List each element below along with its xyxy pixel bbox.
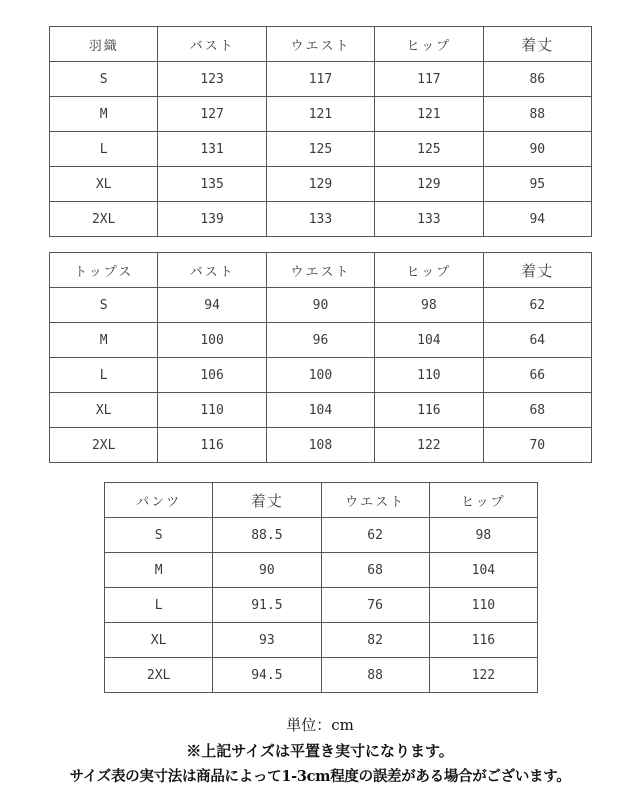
table-row	[105, 658, 538, 693]
measurement-cell: 93	[213, 623, 321, 658]
measurement-cell: 110	[158, 393, 266, 428]
measurement-cell: 125	[375, 132, 483, 167]
table-row	[105, 518, 538, 553]
table-row	[50, 358, 592, 393]
measurement-cell: 117	[266, 62, 374, 97]
measurement-cell: 76	[321, 588, 429, 623]
measurement-cell: 62	[483, 288, 591, 323]
table-row	[50, 288, 592, 323]
size-label-cell: M	[50, 97, 158, 132]
table-header-row	[50, 27, 592, 62]
measurement-cell: 100	[266, 358, 374, 393]
measurement-cell: 62	[321, 518, 429, 553]
measurement-cell: 122	[429, 658, 537, 693]
measurement-cell: 90	[266, 288, 374, 323]
measurement-cell: 122	[375, 428, 483, 463]
table-row	[105, 623, 538, 658]
measurement-cell: 68	[321, 553, 429, 588]
measurement-cell: 104	[375, 323, 483, 358]
table-row	[50, 428, 592, 463]
table-row	[105, 553, 538, 588]
measurement-cell: 94	[483, 202, 591, 237]
measurement-cell: 133	[266, 202, 374, 237]
size-label-cell: XL	[50, 393, 158, 428]
pants-size-table	[104, 482, 538, 693]
measurement-cell: 94	[158, 288, 266, 323]
measurement-cell: 110	[429, 588, 537, 623]
size-label-cell: L	[105, 588, 213, 623]
size-label-cell: 2XL	[105, 658, 213, 693]
unit-note: 単位：cm	[286, 716, 354, 734]
size-label-cell: S	[50, 288, 158, 323]
measurement-cell: 129	[375, 167, 483, 202]
size-label-cell: M	[50, 323, 158, 358]
header-cell: ヒップ	[375, 253, 483, 288]
table-row	[50, 202, 592, 237]
measurement-cell: 64	[483, 323, 591, 358]
measurement-cell: 98	[429, 518, 537, 553]
measurement-cell: 104	[429, 553, 537, 588]
measurement-cell: 98	[375, 288, 483, 323]
measurement-cell: 127	[158, 97, 266, 132]
header-cell: ウエスト	[266, 27, 374, 62]
measurement-cell: 86	[483, 62, 591, 97]
size-label-cell: XL	[50, 167, 158, 202]
measurement-cell: 88	[321, 658, 429, 693]
measurement-cell: 104	[266, 393, 374, 428]
table-row	[50, 393, 592, 428]
size-label-cell: XL	[105, 623, 213, 658]
measurement-cell: 110	[375, 358, 483, 393]
measurement-cell: 94.5	[213, 658, 321, 693]
header-cell: バスト	[158, 253, 266, 288]
size-label-cell: 2XL	[50, 428, 158, 463]
haori-size-table	[49, 26, 592, 237]
table-row	[50, 97, 592, 132]
header-cell: ヒップ	[429, 483, 537, 518]
measurement-cell: 117	[375, 62, 483, 97]
header-cell: 着丈	[483, 27, 591, 62]
header-cell: ウエスト	[321, 483, 429, 518]
measurement-cell: 131	[158, 132, 266, 167]
header-cell: トップス	[50, 253, 158, 288]
measurement-cell: 123	[158, 62, 266, 97]
measurement-cell: 95	[483, 167, 591, 202]
measurement-cell: 68	[483, 393, 591, 428]
table-header-row	[50, 253, 592, 288]
measurement-cell: 129	[266, 167, 374, 202]
table-row	[50, 132, 592, 167]
size-label-cell: S	[50, 62, 158, 97]
measurement-cell: 91.5	[213, 588, 321, 623]
measurement-cell: 133	[375, 202, 483, 237]
measurement-cell: 121	[266, 97, 374, 132]
measurement-cell: 100	[158, 323, 266, 358]
measurement-cell: 116	[429, 623, 537, 658]
measurement-cell: 108	[266, 428, 374, 463]
error-margin-note: サイズ表の実寸法は商品によって1-3cm程度の誤差がある場合がございます。	[69, 768, 571, 785]
tops-size-table	[49, 252, 592, 463]
measurement-cell: 125	[266, 132, 374, 167]
header-cell: 着丈	[483, 253, 591, 288]
measurement-cell: 135	[158, 167, 266, 202]
table-row	[50, 62, 592, 97]
size-notes	[0, 712, 640, 790]
flat-measure-note: ※上記サイズは平置き実寸になります。	[186, 742, 454, 760]
measurement-cell: 90	[483, 132, 591, 167]
header-cell: バスト	[158, 27, 266, 62]
header-cell: 羽織	[50, 27, 158, 62]
measurement-cell: 88.5	[213, 518, 321, 553]
table-row	[50, 323, 592, 358]
size-label-cell: L	[50, 358, 158, 393]
measurement-cell: 82	[321, 623, 429, 658]
header-cell: パンツ	[105, 483, 213, 518]
table-header-row	[105, 483, 538, 518]
measurement-cell: 116	[375, 393, 483, 428]
measurement-cell: 106	[158, 358, 266, 393]
size-label-cell: S	[105, 518, 213, 553]
size-label-cell: M	[105, 553, 213, 588]
header-cell: 着丈	[213, 483, 321, 518]
table-row	[105, 588, 538, 623]
measurement-cell: 116	[158, 428, 266, 463]
measurement-cell: 96	[266, 323, 374, 358]
header-cell: ヒップ	[375, 27, 483, 62]
measurement-cell: 90	[213, 553, 321, 588]
measurement-cell: 88	[483, 97, 591, 132]
table-row	[50, 167, 592, 202]
measurement-cell: 70	[483, 428, 591, 463]
header-cell: ウエスト	[266, 253, 374, 288]
size-label-cell: 2XL	[50, 202, 158, 237]
measurement-cell: 66	[483, 358, 591, 393]
size-label-cell: L	[50, 132, 158, 167]
measurement-cell: 139	[158, 202, 266, 237]
measurement-cell: 121	[375, 97, 483, 132]
